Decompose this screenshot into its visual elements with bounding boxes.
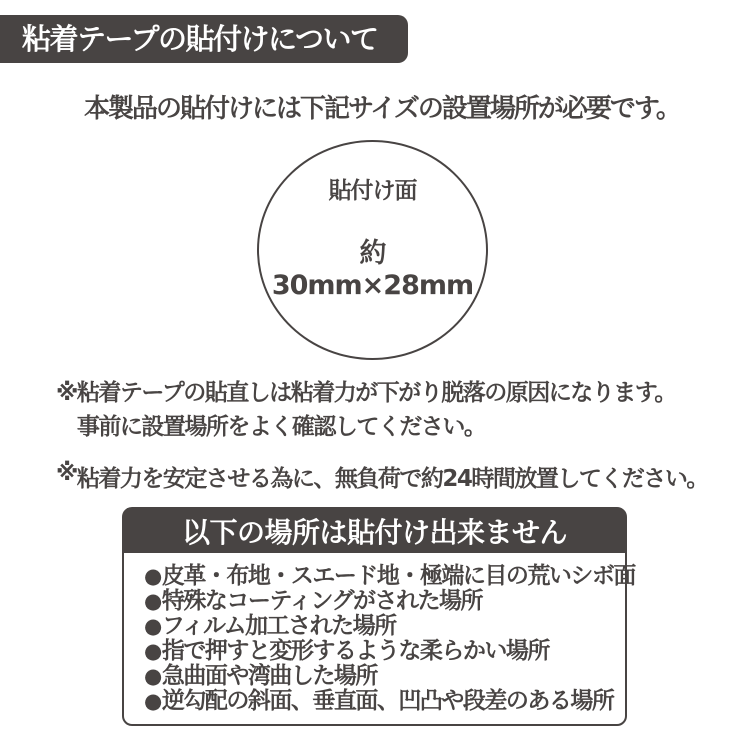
paste-area-circle xyxy=(257,140,488,360)
note-curing-time-text: 粘着力を安定させる為に、無負荷で約24時間放置してください。 xyxy=(76,466,708,492)
paste-area-size: 約30mm×28mm xyxy=(271,237,474,301)
restriction-item xyxy=(144,689,619,714)
bullet-icon: ● xyxy=(144,564,161,588)
restriction-item-label: 逆勾配の斜面、垂直面、凹凸や段差のある場所 xyxy=(161,688,614,714)
restriction-item xyxy=(144,664,619,689)
bullet-icon: ● xyxy=(144,689,161,713)
restriction-item-label: 特殊なコーティングがされた場所 xyxy=(161,588,483,614)
page-title: 粘着テープの貼付けについて xyxy=(0,15,408,63)
restriction-item xyxy=(144,639,619,664)
bullet-icon: ● xyxy=(144,664,161,688)
note-repaste xyxy=(56,376,676,444)
note-curing-time xyxy=(56,460,708,493)
restriction-item xyxy=(144,614,619,639)
bullet-icon: ● xyxy=(144,589,161,613)
bullet-icon: ● xyxy=(144,614,161,638)
restriction-item xyxy=(144,563,635,589)
restriction-box-header: 以下の場所は貼付け出来ません xyxy=(124,509,625,553)
paste-area-circle-content xyxy=(259,172,486,301)
note-repaste-text xyxy=(77,376,676,444)
note-marker-icon: ※ xyxy=(56,380,77,406)
note-repaste-line2: 事前に設置場所をよく確認してください。 xyxy=(76,414,486,440)
restriction-item-label: 指で押すと変形するような柔らかい場所 xyxy=(161,638,549,664)
restriction-item xyxy=(144,589,619,614)
intro-text: 本製品の貼付けには下記サイズの設置場所が必要です。 xyxy=(84,94,680,124)
paste-area-label: 貼付け面 xyxy=(328,177,417,204)
note-repaste-line1: 粘着テープの貼直しは粘着力が下がり脱落の原因になります。 xyxy=(76,380,676,406)
restriction-box xyxy=(122,507,635,726)
note-marker-icon: ※ xyxy=(56,460,77,486)
restriction-item-label: 皮革・布地・スエード地・極端に目の荒いシボ面 xyxy=(161,563,635,589)
bullet-icon: ● xyxy=(144,639,161,663)
restriction-item-label: フィルム加工された場所 xyxy=(161,613,396,639)
restriction-list xyxy=(124,553,635,714)
restriction-item-label: 急曲面や湾曲した場所 xyxy=(161,663,377,689)
